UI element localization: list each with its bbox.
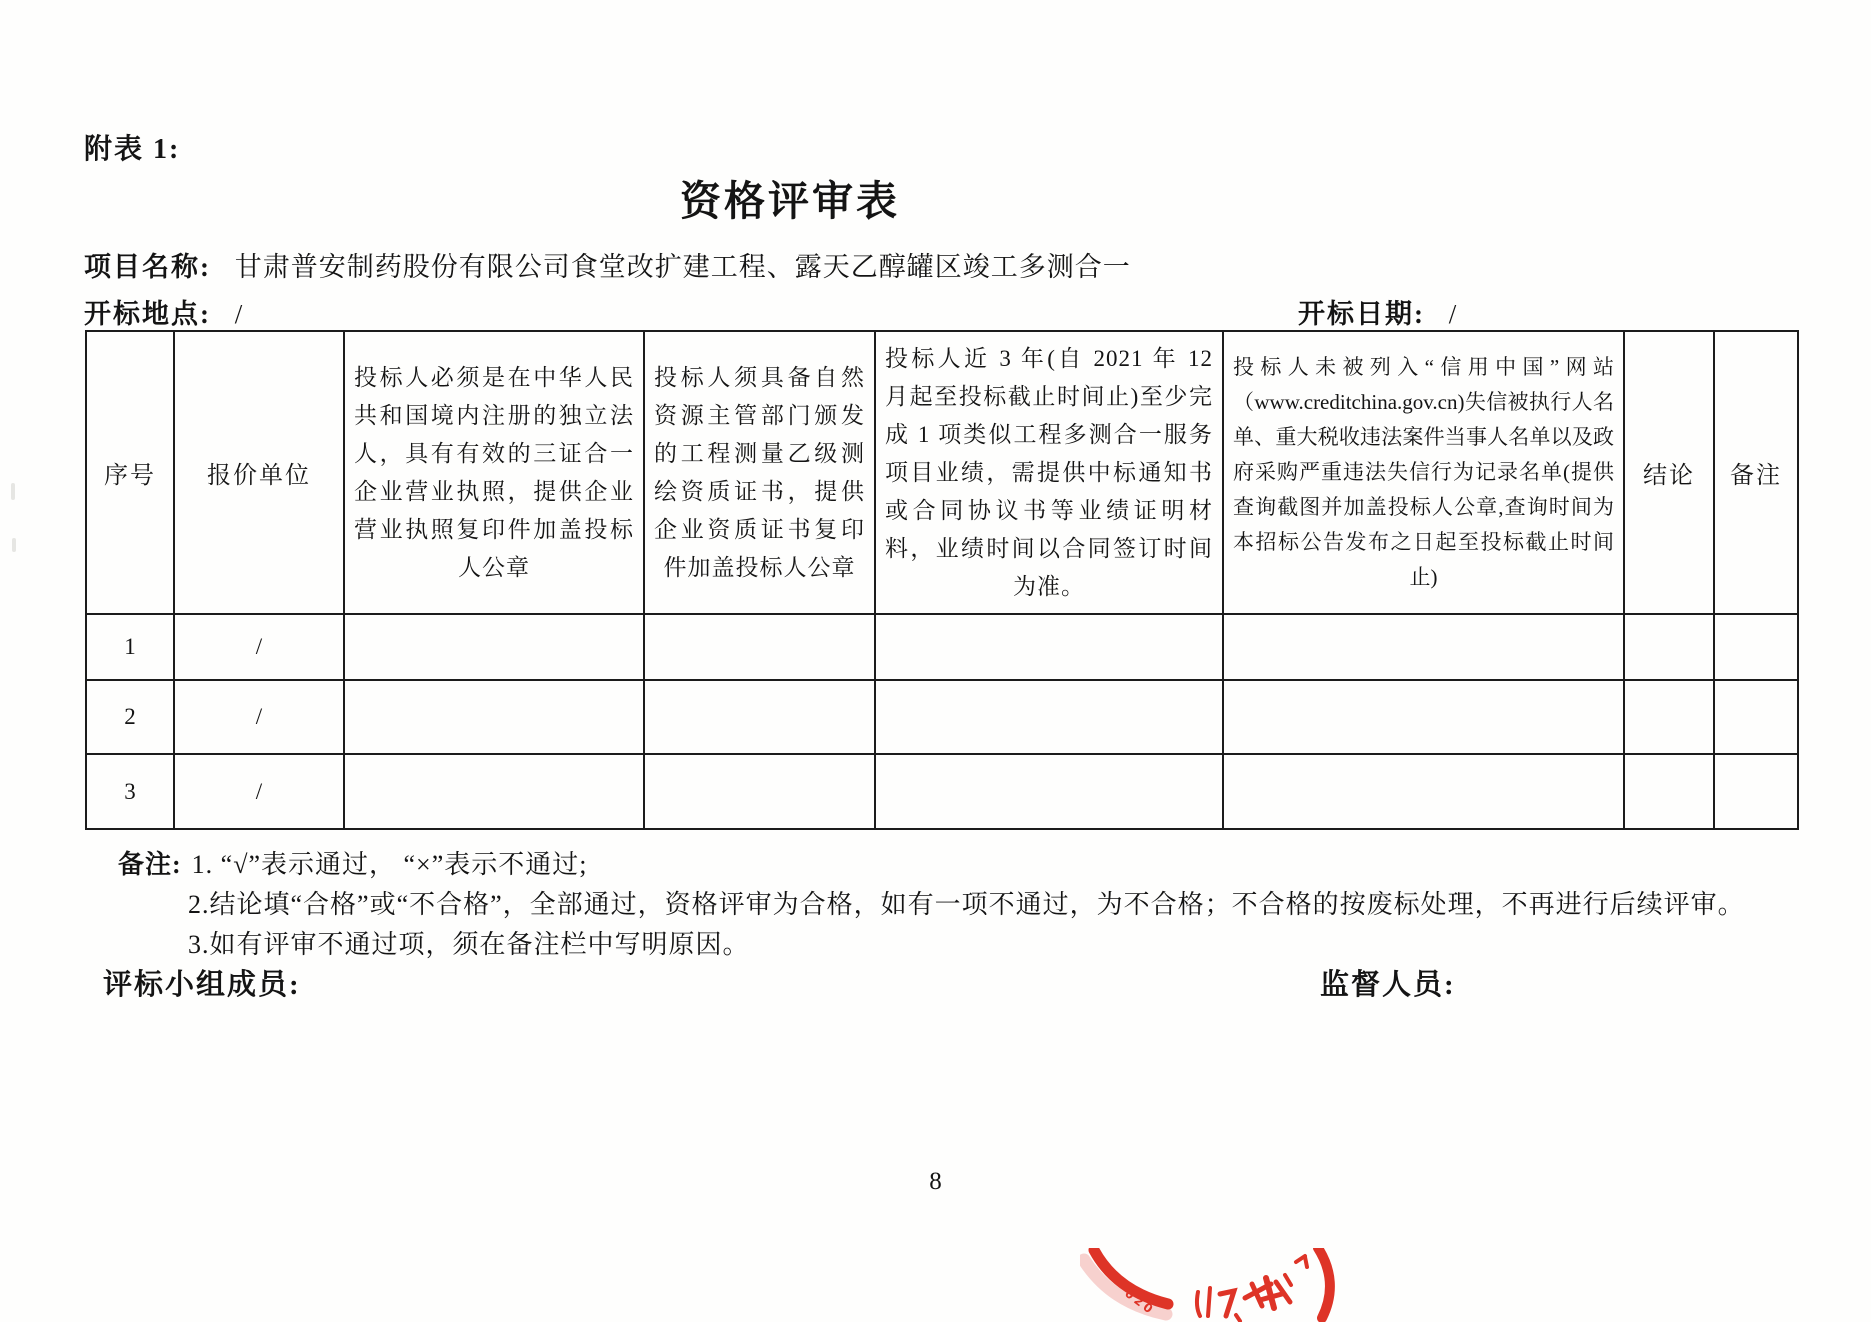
red-seal-stamp bbox=[1080, 1248, 1350, 1322]
cell-req-survey-qualification bbox=[644, 754, 875, 829]
cell-req-performance bbox=[875, 614, 1223, 680]
header-req-credit-record: 投标人未被列入“信用中国”网站（www.creditchina.gov.cn)失信被执行人名单、重大税收违法案件当事人名单以及政府采购严重违法失信行为记录名单(提供查询截图并加盖投标人公章,查询时间为本招标公告发布之日起至投标截止时间止) bbox=[1223, 331, 1624, 614]
header-req-performance: 投标人近 3 年(自 2021 年 12 月起至投标截止时间止)至少完成 1 项类似工程多测合一服务项目业绩，需提供中标通知书或合同协议书等业绩证明材料，业绩时间以合同签订时间为准。 bbox=[875, 331, 1223, 614]
cell-bidder-unit: / bbox=[174, 754, 344, 829]
bid-date-value: / bbox=[1448, 299, 1458, 329]
cell-seq-no: 3 bbox=[86, 754, 174, 829]
cell-req-legal-entity bbox=[344, 754, 644, 829]
attachment-label: 附表 1: bbox=[84, 134, 181, 165]
note-line-2: 2.结论填“合格”或“不合格”，全部通过，资格评审为合格，如有一项不通过，为不合格；不合格的按废标处理，不再进行后续评审。 bbox=[188, 890, 1745, 919]
header-seq-no: 序号 bbox=[86, 331, 174, 614]
page-number: 8 bbox=[929, 1168, 942, 1195]
bid-location-label: 开标地点: bbox=[84, 299, 211, 329]
table-row bbox=[86, 614, 1798, 680]
scan-artifact bbox=[11, 483, 15, 500]
note-line-1 bbox=[118, 845, 1745, 885]
cell-remark bbox=[1714, 680, 1798, 754]
qualification-review-table bbox=[85, 330, 1799, 830]
cell-remark bbox=[1714, 754, 1798, 829]
cell-remark bbox=[1714, 614, 1798, 680]
page-title: 资格评审表 bbox=[680, 178, 900, 224]
bid-location-value: / bbox=[234, 299, 244, 329]
cell-seq-no: 1 bbox=[86, 614, 174, 680]
header-req-legal-entity: 投标人必须是在中华人民共和国境内注册的独立法人，具有有效的三证合一企业营业执照，提供企业营业执照复印件加盖投标人公章 bbox=[344, 331, 644, 614]
cell-req-legal-entity bbox=[344, 680, 644, 754]
cell-req-performance bbox=[875, 754, 1223, 829]
project-name-value: 甘肃普安制药股份有限公司食堂改扩建工程、露天乙醇罐区竣工多测合一 bbox=[234, 252, 1131, 282]
header-conclusion: 结论 bbox=[1624, 331, 1714, 614]
cell-bidder-unit: / bbox=[174, 680, 344, 754]
supervisor-label: 监督人员: bbox=[1320, 969, 1456, 1001]
cell-conclusion bbox=[1624, 680, 1714, 754]
project-name-line bbox=[84, 245, 1131, 284]
cell-req-legal-entity bbox=[344, 614, 644, 680]
cell-seq-no: 2 bbox=[86, 680, 174, 754]
cell-req-performance bbox=[875, 680, 1223, 754]
header-bidder-unit: 报价单位 bbox=[174, 331, 344, 614]
note-line-3: 3.如有评审不通过项，须在备注栏中写明原因。 bbox=[188, 930, 750, 959]
stamp-digits: 020 bbox=[1122, 1286, 1158, 1318]
table-row bbox=[86, 754, 1798, 829]
scan-artifact bbox=[12, 538, 16, 552]
cell-req-credit-record bbox=[1223, 614, 1624, 680]
stamp-glyph-fragments bbox=[1197, 1256, 1307, 1321]
notes-label: 备注: bbox=[118, 850, 182, 879]
table-row bbox=[86, 680, 1798, 754]
cell-conclusion bbox=[1624, 754, 1714, 829]
bid-location-line bbox=[84, 292, 243, 331]
cell-req-credit-record bbox=[1223, 680, 1624, 754]
bid-date-line bbox=[1298, 292, 1457, 331]
evaluation-team-label: 评标小组成员: bbox=[103, 969, 301, 1001]
bid-date-label: 开标日期: bbox=[1298, 299, 1425, 329]
header-req-survey-qualification: 投标人须具备自然资源主管部门颁发的工程测量乙级测绘资质证书，提供企业资质证书复印件加盖投标人公章 bbox=[644, 331, 875, 614]
project-name-label: 项目名称: bbox=[84, 252, 211, 282]
cell-bidder-unit: / bbox=[174, 614, 344, 680]
header-remark: 备注 bbox=[1714, 331, 1798, 614]
notes-block bbox=[118, 845, 1745, 965]
cell-req-survey-qualification bbox=[644, 614, 875, 680]
cell-req-survey-qualification bbox=[644, 680, 875, 754]
cell-req-credit-record bbox=[1223, 754, 1624, 829]
cell-conclusion bbox=[1624, 614, 1714, 680]
table-header-row bbox=[86, 331, 1798, 614]
note-text-1: 1. “√”表示通过， “×”表示不通过; bbox=[191, 850, 588, 879]
